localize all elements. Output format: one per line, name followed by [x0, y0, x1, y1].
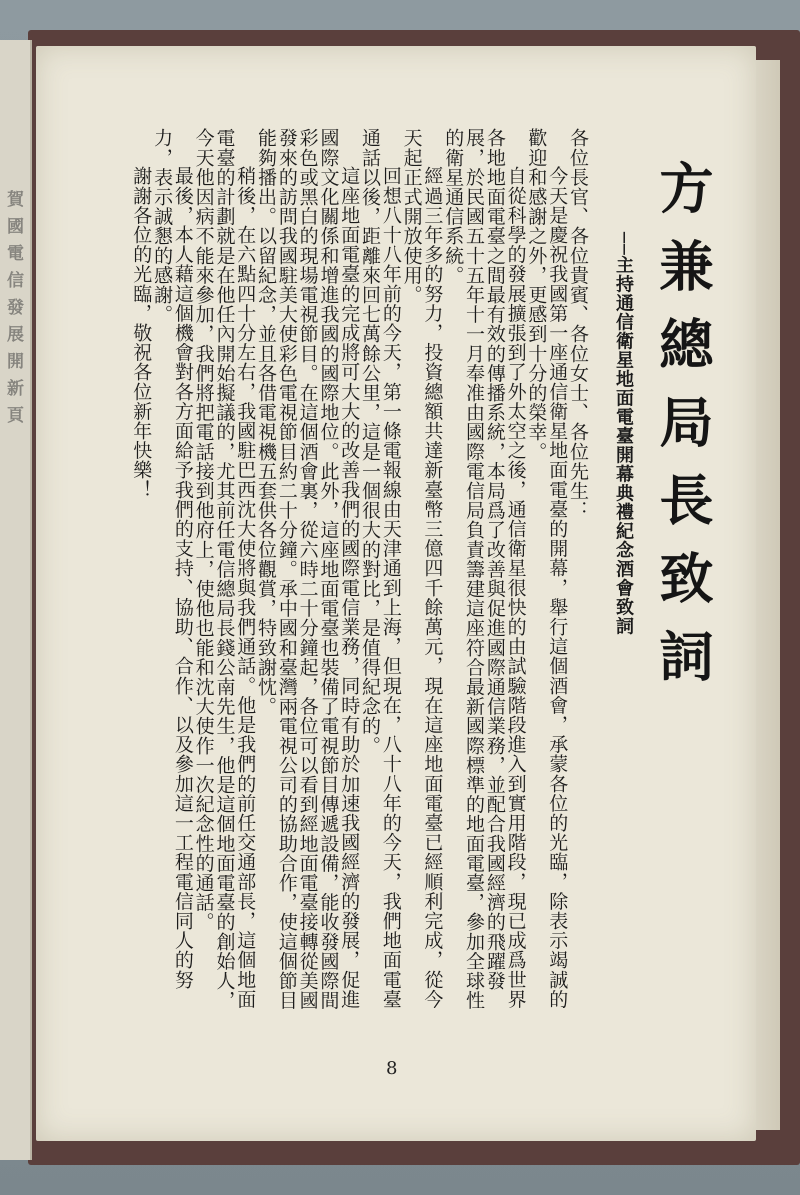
paragraph: 這座地面電臺的完成將可大大的改善我們的國際電信業務，同時有助於加速我國經濟的發展，促進國際文化關係和增進我國的國際地位。此外，這座地面電臺也裝備了電視節目傳遞設備，能收發國際間彩色或黑白的現場電視節目。在這個酒會裏，從六時二十分鐘起，各位可以看到經地面電臺接轉從美國發來的訪問我國駐美大使彩色電視節目約二十分鐘。承中國和臺灣兩電視公司的協助合作，使這個節目能夠播出。以留紀念，並且各借電視機五套供各位觀賞，特致謝忱。: [255, 128, 361, 1010]
paragraph: 今天是慶祝我國第一座通信衛星地面電臺的開幕，舉行這個酒會，承蒙各位的光臨，除表示竭誠的歡迎和感謝之外，更感到十分的榮幸。: [525, 128, 569, 1009]
paragraph: 回想八十八年前的今天，第一條電報線由天津通到上海，但現在，八十八年的今天，我們地面電臺通話以後，距離來回七萬餘公里，這是一個很大的對比，是值得紀念的。: [359, 128, 402, 1009]
paragraph: 謝謝各位的光臨，敬祝各位新年快樂！: [130, 166, 153, 500]
paragraph: 經過三年多的努力，投資總額共達新臺幣三億四千餘萬元，現在這座地面電臺已經順利完成，從今天起正式開放使用。: [400, 128, 444, 1009]
speech-body: [110, 128, 588, 1018]
paragraph: 最後，本人藉這個機會對各方面給予我們的支持、協助、合作、以及參加這一工程電信同人的努力，表示誠懇的感謝。: [151, 128, 194, 990]
paragraph: 各位長官、各位貴賓、各位女士、各位先生：: [567, 128, 589, 520]
page-title: 方兼總局長致詞: [651, 160, 715, 706]
paragraph: 稍後，在六點四十分左右，我國駐巴西沈大使將與我們通話。他是我們的前任交通部長，這個地面電臺的計劃就是在他任內開始擬議的，尤其前任電信總局長錢公南先生，他是這個地面電臺的創始人，今天他因病不能來參加，我們將把電話接到他府上，使他也能和沈大使作一次紀念性的通話。: [192, 128, 257, 1010]
page-edge: [756, 60, 780, 1130]
page-number: 8: [386, 1058, 398, 1079]
facing-page-text: 賀國電信發展開新頁: [3, 190, 23, 433]
page-subtitle: ──主持通信衛星地面電臺開幕典禮紀念酒會致詞: [613, 232, 634, 636]
facing-page: [0, 40, 32, 1160]
paragraph: 自從科學的發展擴張到了外太空之後，通信衛星很快的由試驗階段進入到實用階段，現已成爲世界各地地面電臺之間最有效的傳播系統，本局爲了改善與促進國際通信業務，並配合我國經濟的飛躍發展，於民國五十五年十一月奉准由國際電信局負責籌建這座符合最新國際標準的地面電臺，參加全球性的衛星通信系統。: [442, 128, 527, 1010]
